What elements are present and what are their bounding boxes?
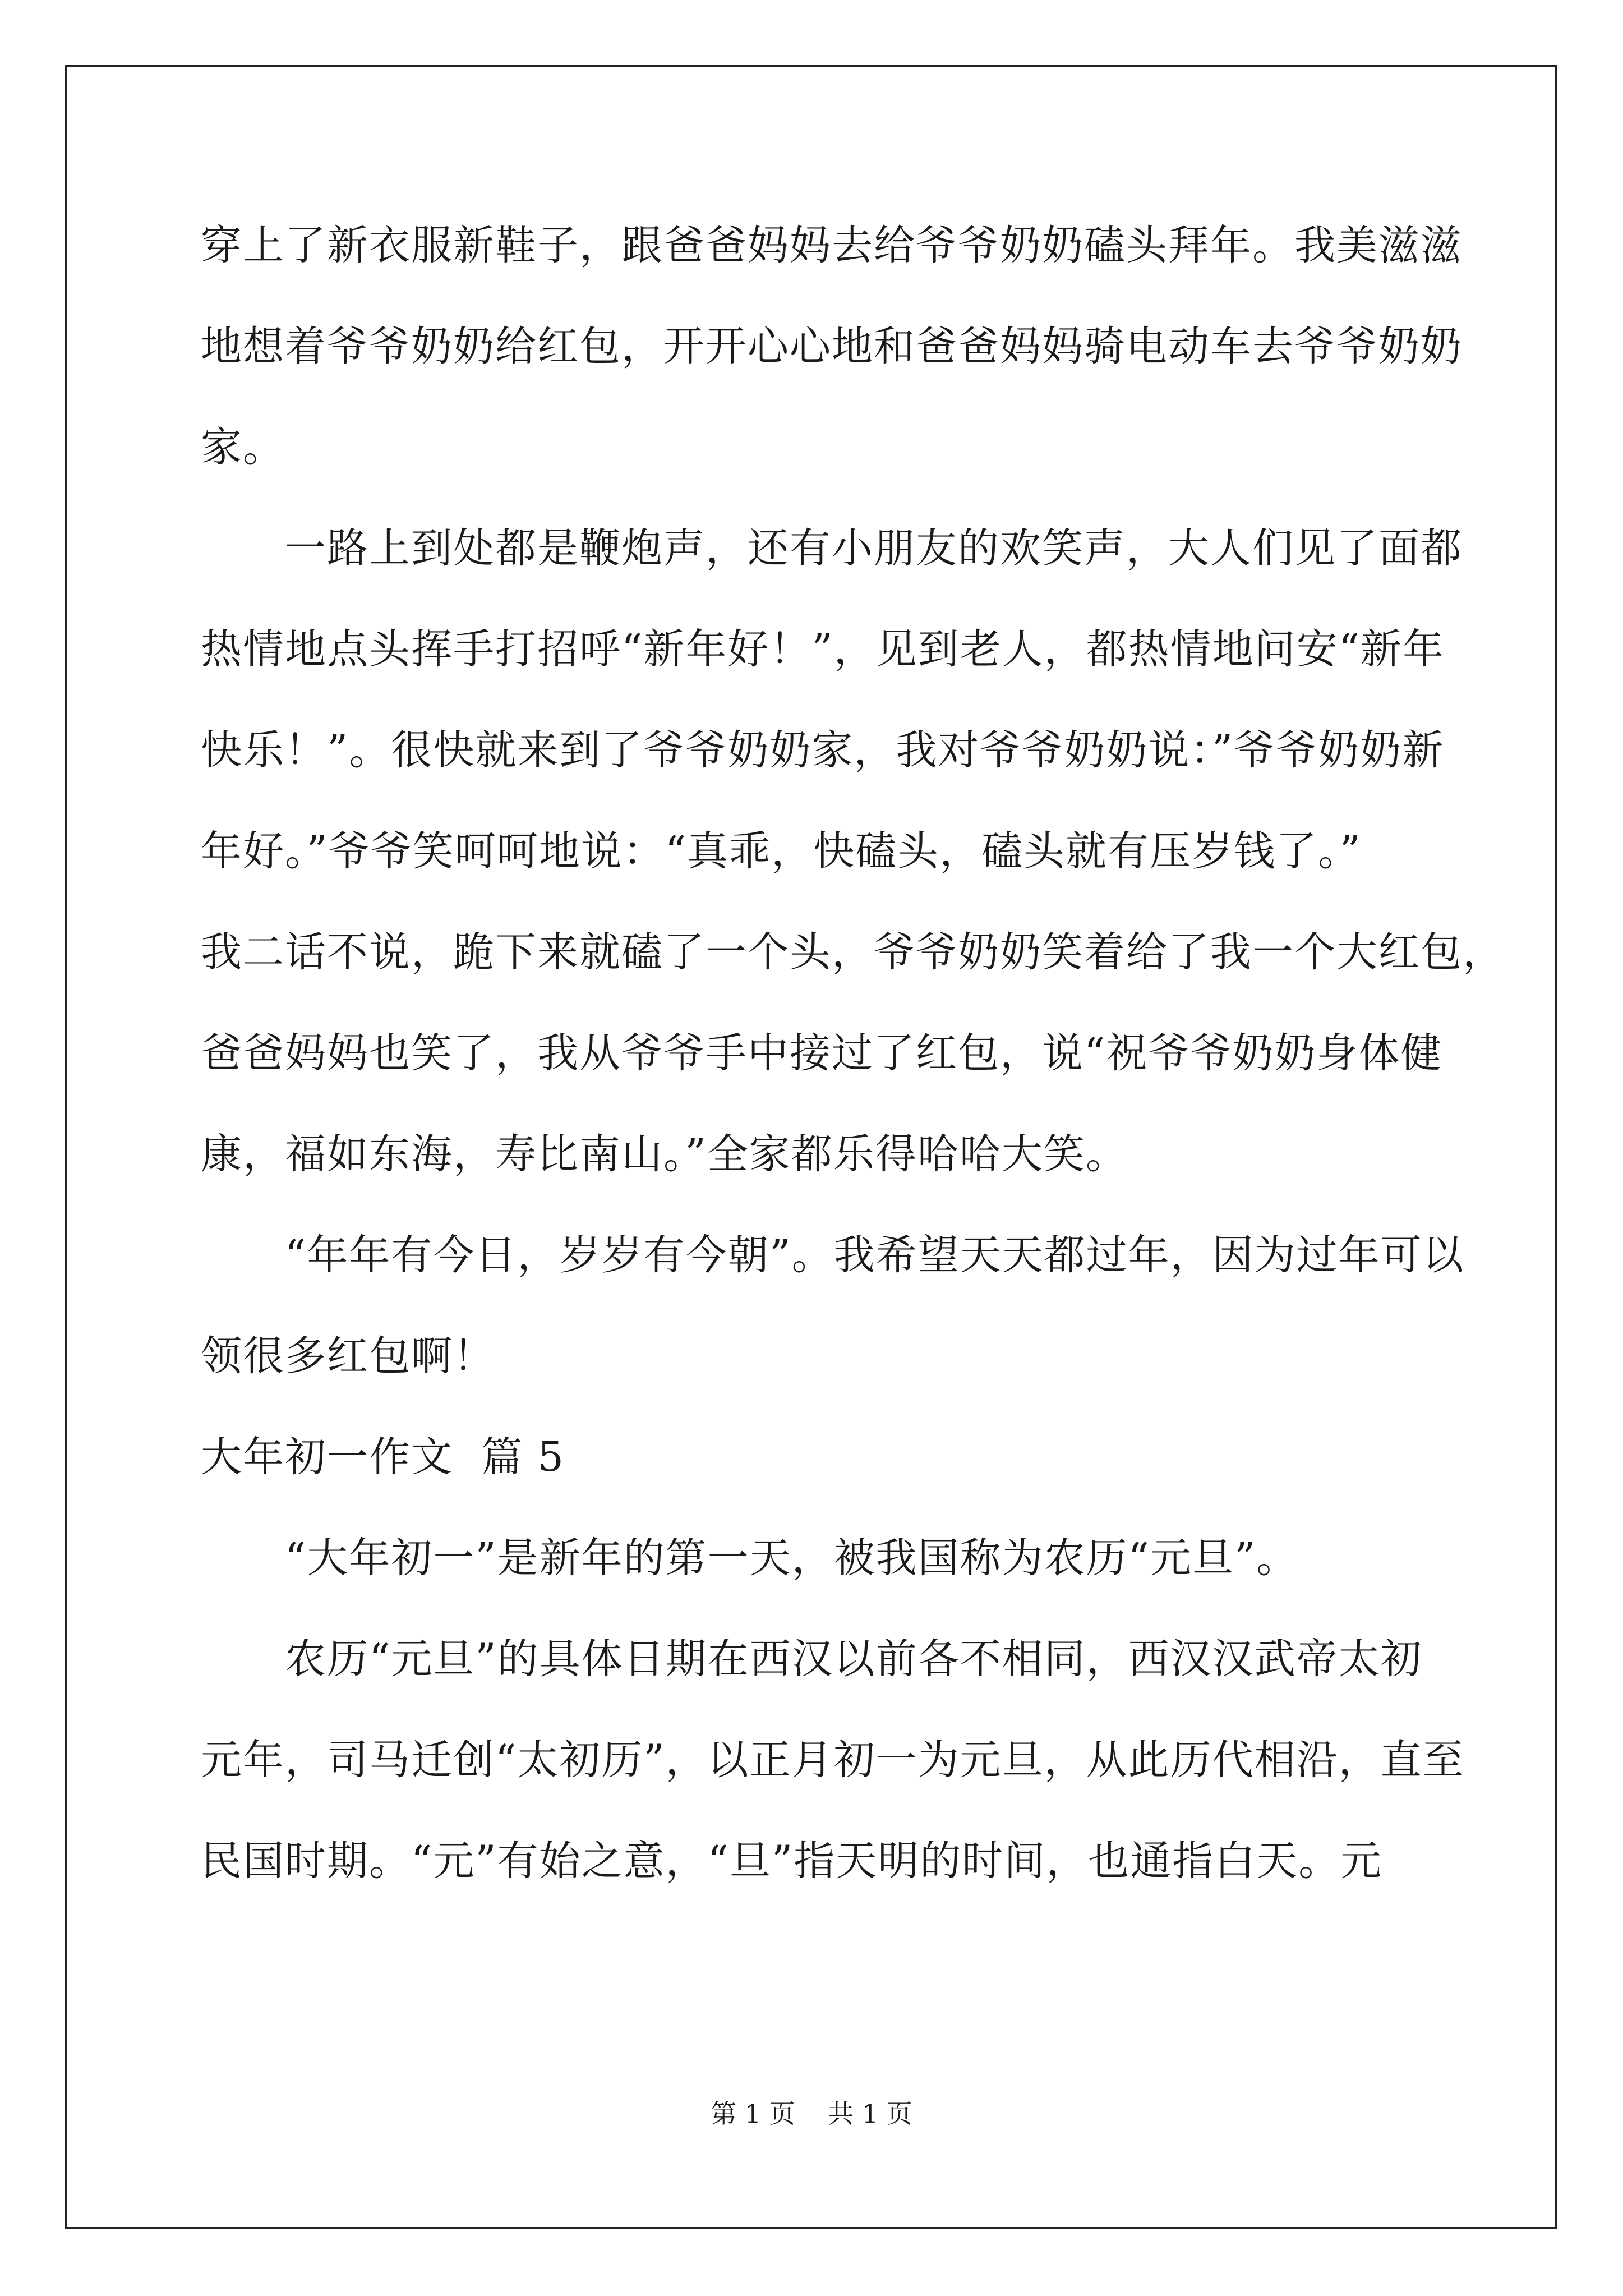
paragraph-line: 元年，司马迁创“太初历”，以正月初一为元旦，从此历代相沿，直至 xyxy=(201,1736,1465,1784)
paragraph-line: 热情地点头挥手打招呼“新年好！”，见到老人，都热情地问安“新年 xyxy=(201,625,1445,673)
section-heading: 大年初一作文 篇 5 xyxy=(201,1433,565,1481)
paragraph-line: 家。 xyxy=(201,424,285,471)
paragraph-line: “大年初一”是新年的第一天，被我国称为农历“元旦”。 xyxy=(285,1534,1299,1582)
paragraph-line: 一路上到处都是鞭炮声，还有小朋友的欢笑声，大人们见了面都 xyxy=(285,524,1463,572)
paragraph-line: 康，福如东海，寿比南山。”全家都乐得哈哈大笑。 xyxy=(201,1130,1128,1178)
paragraph-line: 爸爸妈妈也笑了，我从爷爷手中接过了红包，说“祝爷爷奶奶身体健 xyxy=(201,1029,1443,1077)
paragraph-line: 领很多红包啊！ xyxy=(201,1332,495,1380)
paragraph-line: “年年有今日，岁岁有今朝”。我希望天天都过年，因为过年可以 xyxy=(285,1231,1465,1279)
document-body xyxy=(201,222,1505,1885)
paragraph-line: 民国时期。“元”有始之意，“旦”指天明的时间，也通指白天。元 xyxy=(201,1837,1383,1885)
paragraph-line: 农历“元旦”的具体日期在西汉以前各不相同，西汉汉武帝太初 xyxy=(285,1635,1423,1683)
paragraph-line: 我二话不说，跪下来就磕了一个头，爷爷奶奶笑着给了我一个大红包， xyxy=(201,928,1505,976)
paragraph-line: 年好。”爷爷笑呵呵地说：“真乖，快磕头，磕头就有压岁钱了。” xyxy=(201,827,1362,875)
paragraph-line: 穿上了新衣服新鞋子，跟爸爸妈妈去给爷爷奶奶磕头拜年。我美滋滋 xyxy=(201,222,1463,269)
page-footer: 第 1 页 共 1 页 xyxy=(711,2099,912,2129)
paragraph-line: 快乐！”。很快就来到了爷爷奶奶家，我对爷爷奶奶说：”爷爷奶奶新 xyxy=(201,726,1445,774)
paragraph-line: 地想着爷爷奶奶给红包，开开心心地和爸爸妈妈骑电动车去爷爷奶奶 xyxy=(201,323,1463,370)
